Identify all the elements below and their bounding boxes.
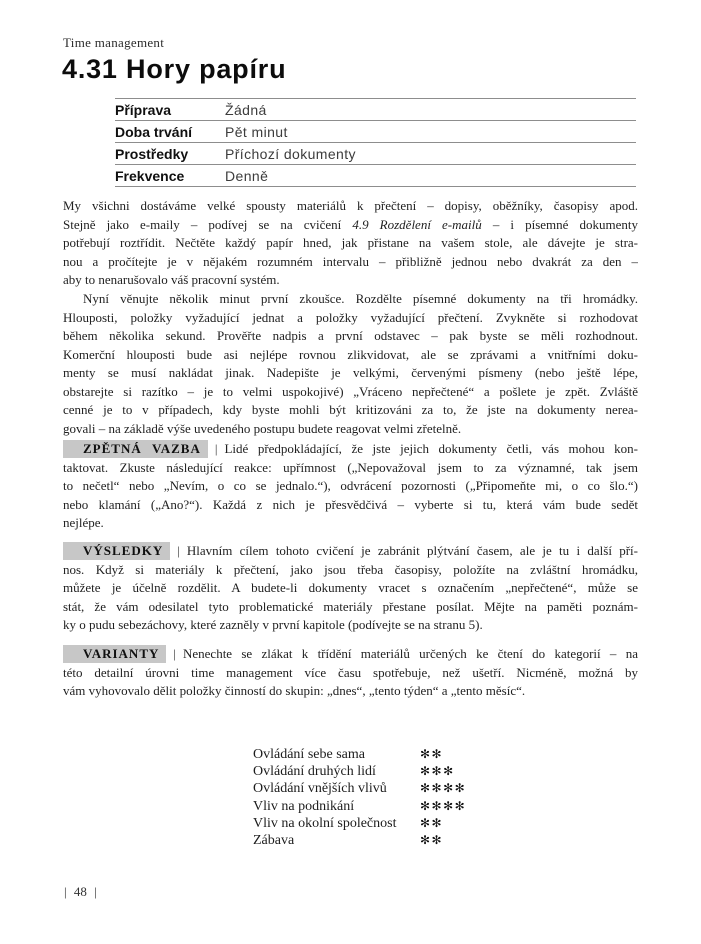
rating-row [253,798,543,815]
section-feedback [63,440,638,533]
rating-label: Ovládání sebe sama [253,747,365,762]
section-label: VARIANTY [63,645,166,663]
text-line: govali – na základě výše uvedeného postupu budete reagovat velmi zřetelně. [63,420,462,436]
text-segment: Lidé předpokládající, že jste jejich dokumenty četli, vás mohou kon- [224,441,638,456]
section-label: VÝSLEDKY [63,542,170,560]
rating-label: Ovládání vnějších vlivů [253,781,387,797]
section-label: ZPĚTNÁ VAZBA [63,440,208,458]
text-line: taktovat. Zkuste následující reakce: upřímnost („Nepovažoval jsem to za významné, tak jsem [63,459,638,475]
rating-label: Zábava [253,832,295,848]
intro-paragraph-2 [63,290,638,438]
text-line [63,216,638,235]
rating-label: Vliv na podnikání [253,798,355,814]
table-row-label: Prostředky [115,145,189,162]
text-line: nou a pročítejte je v nějakém rozumném intervalu – přibližně jednou nebo dvakrát za den – [63,253,638,269]
rating-row [253,815,543,832]
rating-label: Vliv na okolní společnost [253,815,397,831]
text-segment: Nenechte se zlákat k třídění materiálů určených ke čtení do kategorií – na [183,646,638,661]
text-line: nos. Když si materiály k přečtení, jako jsou třeba časopisy, položíte na zvláštní hromádku, [63,561,638,577]
text-line: stát, že vám odesilatel tyto problematické materiály přestane posílat. Mějte na paměti poznám- [63,598,638,614]
table-row-label: Frekvence [115,167,185,184]
text-line: této detailní úrovni time management více času spotřebuje, než ušetří. Nicméně, možná by [63,664,638,680]
text-line: to nečetl“ nebo „Nevím, o co se jednalo.“), odvrácení pozornosti („Připomeňte mi, o co šlo.“) [63,478,638,493]
ratings-list [253,746,543,849]
text-line: Nyní věnujte několik minut první zkoušce. Rozdělte písemné dokumenty na tři hromádky. [83,291,638,306]
rating-label: Ovládání druhých lidí [253,764,376,780]
table-row-value: Denně [225,167,269,184]
text-line: vám vyhovovalo dělit položky činností do skupin: „dnes“, „tento týden“ a „tento měsíc“. [63,683,526,698]
text-line: během několika sekund. Prověřte nadpis a první odstavec – pak byste se měli rozhodnout. [63,328,638,343]
text-segment: Hlavním cílem tohoto cvičení je zabránit plýtvání časem, ale je tu i další pří- [186,543,638,558]
rating-row [253,746,543,763]
table-row-label: Příprava [115,101,172,118]
rating-stars: ✻✻✻ [420,764,455,779]
page-number: | 48 | [64,884,97,899]
table-row [115,143,636,165]
page-title: 4.31 Hory papíru [62,54,287,84]
rating-stars: ✻✻ [420,815,444,830]
table-row-value: Žádná [225,101,267,118]
text-line [63,542,638,561]
rating-row [253,780,543,797]
text-line [63,440,638,459]
text-line: Komerční hlouposti bude asi nejlépe rovnou zlikvidovat, ale se zprávami a vnitřními doku- [63,346,638,362]
rating-stars: ✻✻ [420,832,444,847]
table-row-value: Příchozí dokumenty [225,145,356,162]
text-line: potřebují roztřídit. Nečtěte každý papír hned, jak přistane na vašem stole, ale dávejte je stra- [63,235,638,250]
text-line: Hlouposti, položky vyžadující jednat a položky vyžadující přečtení. Zvykněte si rozhodovat [63,309,638,325]
table-row-label: Doba trvání [115,123,193,140]
rating-row [253,763,543,780]
text-line: cenné je to v případech, kdy byste mohli být kritizováni za to, že jste na dokumenty nerea- [63,402,638,417]
text-segment: – i písemné dokumenty [481,216,638,232]
text-line: nebo klamání („Ano?“). Každá z nich je přesvědčivá – vyberte si tu, která vám bude sedět [63,496,638,512]
text-line: menty se musí nakládat jinak. Nadepište je velkými, červenými písmeny (nebo ještě lépe, [63,365,638,380]
table-row-value: Pět minut [225,123,288,140]
section-variants [63,645,638,701]
text-line: nejlépe. [63,515,104,530]
rating-stars: ✻✻✻✻ [420,798,467,813]
section-separator: | [177,543,180,558]
text-line [63,645,638,664]
rating-row [253,832,543,849]
rating-stars: ✻✻✻✻ [420,781,467,796]
section-results [63,542,638,635]
running-header: Time management [63,35,165,50]
text-line: obstarejte si razítko – je to velmi uspokojivé) „Vráceno nepřečtené“ a pošlete je zpět. Zvláště [63,383,638,399]
rating-stars: ✻✻ [420,747,444,761]
table-row [115,121,636,143]
section-separator: | [214,441,218,456]
text-segment: Stejně jako e-maily – podívej se na cvičení [63,216,353,232]
text-line: ky o pudu sebezáchovy, které zazněly v první kapitole (podívejte se na stranu 5). [63,617,483,632]
text-line: My všichni dostáváme velké spousty materiálů k přečtení – dopisy, oběžníky, časopisy apod. [63,198,638,213]
table-row [115,165,636,187]
intro-paragraph-1 [63,197,638,290]
section-separator: | [173,646,176,661]
text-line: aby to nenarušovalo váš pracovní systém. [63,272,280,287]
table-row [115,99,636,121]
exercise-reference: 4.9 Rozdělení e-mailů [352,216,482,232]
text-line: můžete je účelně rozdělit. A budete-li dokumenty vracet s označením „nepřečtené“, může se [63,580,638,595]
exercise-info-table [115,98,636,187]
